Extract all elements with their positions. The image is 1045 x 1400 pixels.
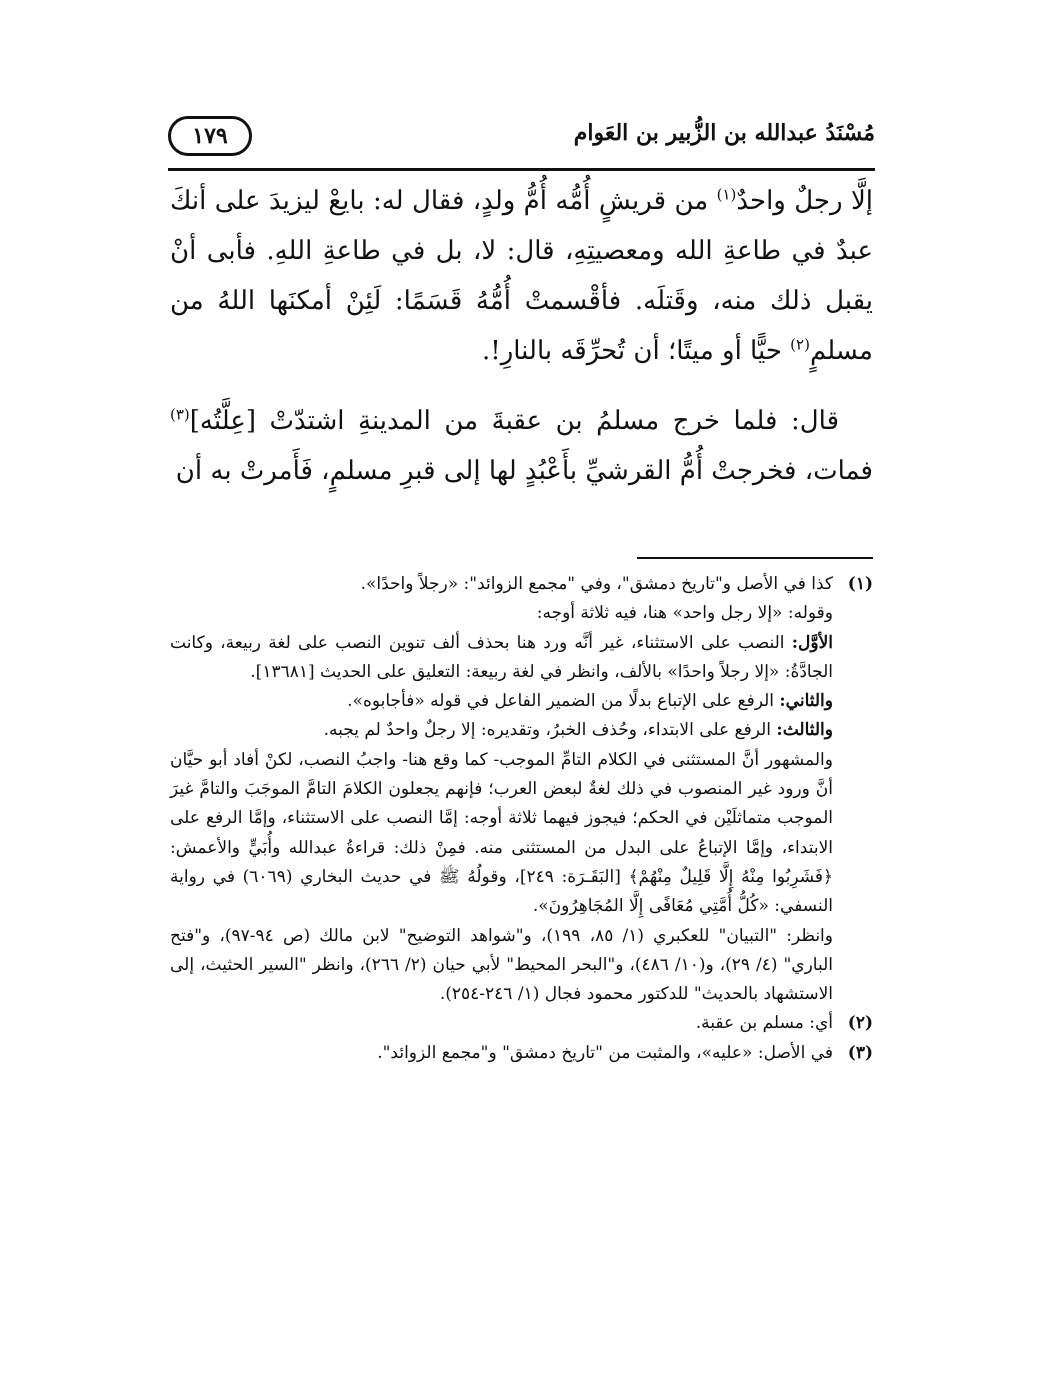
running-title: مُسْنَدُ عبدالله بن الزُّبير بن العَوام xyxy=(573,120,875,146)
footnote-ref-1[interactable]: (١) xyxy=(716,185,737,204)
footnote-lead: والثاني: xyxy=(779,691,833,712)
footnote-paragraph xyxy=(170,629,833,688)
footnotes xyxy=(170,570,873,1068)
footnote-number: (١) xyxy=(847,574,873,594)
main-paragraph-1 xyxy=(170,176,873,376)
footnote-text: الرفع على الابتداء، وحُذف الخبرُ، وتقديره: إلا رجلٌ واحدٌ لم يجبه. xyxy=(323,720,777,741)
main-paragraph-2 xyxy=(170,396,873,496)
main-text-segment: من قريشٍ أُمُّه أُمُّ ولدٍ، فقال له: بايعْ ليزيدَ على أنكَ عبدٌ في طاعةِ الله ومعصيتِهِ، قال: لا، بل في طاعةِ اللهِ. فأبى أنْ يقبل ذلك منه، وقَتلَه. فأقْسمتْ أُمُّهُ قَسَمًا: لَئِنْ أمكنَها اللهُ من مسلمٍ xyxy=(170,186,873,366)
main-text xyxy=(170,176,873,496)
page-header xyxy=(168,112,875,164)
main-text-segment: إلَّا رجلٌ واحدٌ xyxy=(736,186,874,216)
footnote-ref-3[interactable]: (٣) xyxy=(170,405,190,424)
main-text-segment: قال: فلما خرج مسلمُ بن عقبةَ من المدينةِ اشتدّتْ [عِلَّتُه] xyxy=(189,406,839,436)
footnote-paragraph: وانظر: "التبيان" للعكبري (١/ ٨٥، ١٩٩)، و"شواهد التوضيح" لابن مالك (ص ٩٤-٩٧)، و"فتح الباري" (٤/ ٢٩)، و(١٠/ ٤٨٦)، و"البحر المحيط" لأبي حيان (٢/ ٢٦٦)، وانظر "السير الحثيث، إلى الاستشهاد بالحديث" للدكتور محمود فجال (١/ ٢٤٦-٢٥٤). xyxy=(170,925,834,1005)
footnote-paragraph xyxy=(170,716,833,745)
page-number: ١٧٩ xyxy=(192,123,228,149)
footnote-text: الرفع على الإتباع بدلًا من الضمير الفاعل في قوله «فأجابوه». xyxy=(347,691,780,712)
footnote-lead: والثالث: xyxy=(776,720,833,741)
footnote-number: (٣) xyxy=(847,1042,873,1063)
footnote-3 xyxy=(170,1039,873,1068)
footnote-1 xyxy=(170,570,873,1009)
page-number-badge xyxy=(168,116,252,156)
footnote-2 xyxy=(170,1009,873,1038)
footnote-line: كذا في الأصل و"تاريخ دمشق"، وفي "مجمع الزوائد": «رجلاً واحدًا». xyxy=(360,574,833,594)
footnote-paragraph: والمشهور أنَّ المستثنى في الكلام التامِّ الموجب- كما وقع هنا- واجبُ النصب، لكنْ أفاد أبو حيَّان أنَّ ورود غير المنصوب في ذلك لغةٌ لبعض العرب؛ فإنهم يجعلون الكلامَ التامَّ الموجَبَ والتامَّ غيرَ الموجب متماثلَيْن في الحكم؛ فيجوز فيهما ثلاثة أوجه: إمَّا النصب على الاستثناء، وإمَّا الرفع على الابتداء، وإمَّا الإتباعُ على البدل من المستثنى منه. فمِنْ ذلك: قراءةُ عبدالله وأُبَيٍّ والأعمش: ﴿فَشَرِبُوا مِنْهُ إِلَّا قَلِيلٌ مِنْهُمْ﴾ [البَقَـرَة: ٢٤٩]، وقولُهُ ﷺ في حديث البخاري (٦٠٦٩) في رواية النسفي: «كُلُّ أُمَّتِي مُعَافًى إِلَّا المُجَاهِرُونَ». xyxy=(170,749,833,917)
footnote-number: (٢) xyxy=(847,1013,873,1034)
header-rule xyxy=(168,168,875,171)
footnote-text: النصب على الاستثناء، غير أنَّه ورد هنا بحذف ألف تنوين النصب على لغة ربيعة، وكانت الجادَّةُ: «إلا رجلاً واحدًا» بالألف، وانظر في لغة ربيعة: التعليق على الحديث [١٣٦٨١]. xyxy=(170,632,833,682)
footnote-line: أي: مسلم بن عقبة. xyxy=(695,1013,833,1034)
footnote-line: في الأصل: «عليه»، والمثبت من "تاريخ دمشق" و"مجمع الزوائد". xyxy=(377,1042,833,1063)
footnote-paragraph xyxy=(170,687,833,716)
footnote-ref-2[interactable]: (٢) xyxy=(790,335,810,354)
main-text-segment: حيًّا أو ميتًا؛ أن تُحرِّقَه بالنارِ!. xyxy=(481,336,791,366)
main-text-segment: فمات، فخرجتْ أُمُّ القرشيِّ بأَعْبُدٍ لها إلى قبرِ مسلمٍ، فَأَمرتْ به أن xyxy=(175,456,873,486)
footnote-separator xyxy=(637,557,873,559)
footnote-line: وقوله: «إلا رجل واحد» هنا، فيه ثلاثة أوجه: xyxy=(536,603,833,624)
footnote-lead: الأوَّل: xyxy=(791,632,833,653)
